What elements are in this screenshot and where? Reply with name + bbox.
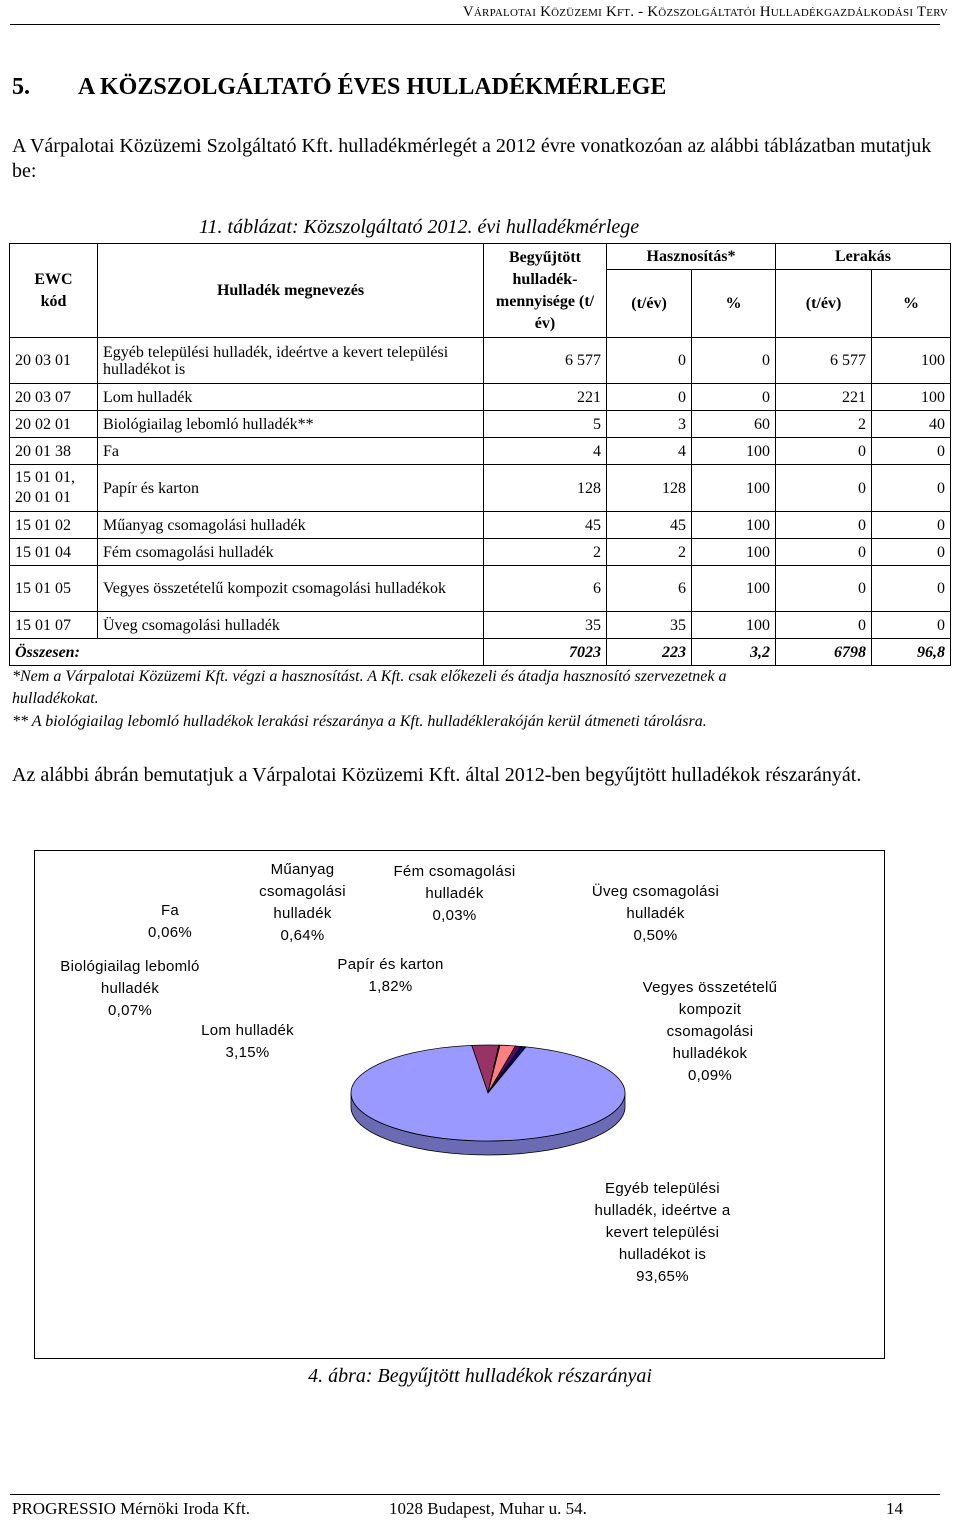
- header-rule: [10, 24, 940, 25]
- pie-label-line: 0,06%: [147, 924, 193, 941]
- row-disposal-t: 6 577: [776, 338, 872, 384]
- pie-label-line: csomagolási: [666, 1023, 754, 1040]
- row-collected: 6 577: [484, 338, 607, 384]
- row-collected: 45: [484, 512, 607, 539]
- row-name: Műanyag csomagolási hulladék: [98, 512, 484, 539]
- header-disposal: Lerakás: [776, 244, 951, 270]
- running-header: Várpalotai Közüzemi Kft. - Közszolgáltatói Hulladékgazdálkodási Terv: [462, 4, 948, 20]
- row-recovery-pct: 100: [692, 566, 776, 612]
- total-collected: 7023: [484, 639, 607, 666]
- header-disposal-pct: %: [872, 270, 951, 338]
- row-recovery-t: 0: [607, 338, 692, 384]
- header-name: Hulladék megnevezés: [98, 244, 484, 338]
- table-row: [10, 338, 951, 384]
- table-row: [10, 438, 951, 465]
- row-recovery-pct: 100: [692, 512, 776, 539]
- pie-label-line: 0,50%: [633, 927, 678, 944]
- row-code: 15 01 05: [10, 566, 98, 612]
- row-recovery-pct: 100: [692, 539, 776, 566]
- pie-label-vegyes: [620, 977, 800, 1087]
- pie-label-line: csomagolási: [259, 883, 346, 900]
- header-disposal-unit: (t/év): [776, 270, 872, 338]
- row-recovery-pct: 100: [692, 612, 776, 639]
- section-title-text: A KÖZSZOLGÁLTATÓ ÉVES HULLADÉKMÉRLEGE: [78, 74, 667, 100]
- row-disposal-t: 0: [776, 512, 872, 539]
- pie-label-bio: [40, 956, 220, 1022]
- figure-caption: 4. ábra: Begyűjtött hulladékok részarányai: [308, 1365, 652, 1387]
- row-disposal-t: 0: [776, 566, 872, 612]
- row-name: Egyéb települési hulladék, ideértve a kevert települési hulladékot is: [98, 338, 484, 384]
- table-row: [10, 566, 951, 612]
- row-code: 20 02 01: [10, 411, 98, 438]
- table-row: [10, 465, 951, 512]
- row-code: 15 01 02: [10, 512, 98, 539]
- pie-label-line: 93,65%: [636, 1268, 689, 1285]
- row-disposal-t: 221: [776, 384, 872, 411]
- pie-label-line: kevert települési: [605, 1224, 720, 1241]
- pie-label-line: hulladék: [273, 905, 332, 922]
- footnote-recovery-cont: hulladékokat.: [12, 690, 99, 707]
- row-collected: 128: [484, 465, 607, 512]
- footer-address: 1028 Budapest, Muhar u. 54.: [389, 1499, 587, 1518]
- row-recovery-pct: 0: [692, 384, 776, 411]
- total-recovery-t: 223: [607, 639, 692, 666]
- row-collected: 5: [484, 411, 607, 438]
- total-label: Összesen:: [10, 639, 484, 666]
- total-recovery-pct: 3,2: [692, 639, 776, 666]
- pie-label-line: 0,07%: [107, 1002, 153, 1019]
- pie-label-line: Fém csomagolási: [393, 863, 516, 880]
- table-row: [10, 512, 951, 539]
- table-row: [10, 411, 951, 438]
- pie-label-line: Egyéb települési: [605, 1180, 720, 1197]
- row-recovery-t: 2: [607, 539, 692, 566]
- row-disposal-pct: 100: [872, 384, 951, 411]
- footnote-recovery: *Nem a Várpalotai Közüzemi Kft. végzi a hasznosítást. A Kft. csak előkezeli és átadja hasznosító szervezetnek a: [12, 668, 727, 685]
- row-recovery-t: 128: [607, 465, 692, 512]
- table-row: [10, 539, 951, 566]
- row-disposal-t: 0: [776, 612, 872, 639]
- pie-label-line: Műanyag: [270, 861, 335, 878]
- pie-label-line: Vegyes összetételű: [642, 979, 778, 996]
- pie-label-line: hulladékot is: [618, 1246, 707, 1263]
- row-collected: 6: [484, 566, 607, 612]
- pie-label-lom: [180, 1020, 315, 1064]
- pie-label-line: 0,03%: [432, 907, 477, 924]
- pie-label-line: hulladék, ideértve a: [594, 1202, 731, 1219]
- footer-company: PROGRESSIO Mérnöki Iroda Kft.: [12, 1499, 250, 1518]
- row-code: 15 01 04: [10, 539, 98, 566]
- table-row: [10, 612, 951, 639]
- row-recovery-t: 3: [607, 411, 692, 438]
- total-disposal-pct: 96,8: [872, 639, 951, 666]
- row-disposal-pct: 100: [872, 338, 951, 384]
- pie-label-line: Biológiailag lebomló: [60, 958, 200, 975]
- row-disposal-pct: 0: [872, 438, 951, 465]
- header-recovery: Hasznosítás*: [607, 244, 776, 270]
- row-name: Biológiailag lebomló hulladék**: [98, 411, 484, 438]
- row-code: 15 01 07: [10, 612, 98, 639]
- row-disposal-pct: 0: [872, 512, 951, 539]
- row-recovery-t: 45: [607, 512, 692, 539]
- row-collected: 35: [484, 612, 607, 639]
- footer-rule: [10, 1494, 940, 1495]
- pie-label-line: 0,09%: [687, 1067, 733, 1084]
- pie-label-line: hulladékok: [672, 1045, 748, 1062]
- intro-paragraph: A Várpalotai Közüzemi Szolgáltató Kft. hulladékmérlegét a 2012 évre vonatkozóan az alábbi táblázatban mutatjuk be:: [12, 135, 932, 182]
- row-name: Fém csomagolási hulladék: [98, 539, 484, 566]
- header-ewc: EWC kód: [10, 244, 98, 338]
- pie-label-line: 1,82%: [368, 978, 413, 995]
- row-recovery-t: 0: [607, 384, 692, 411]
- row-name: Papír és karton: [98, 465, 484, 512]
- row-code: 20 03 07: [10, 384, 98, 411]
- chart-intro-paragraph: Az alábbi ábrán bemutatjuk a Várpalotai Közüzemi Kft. által 2012-ben begyűjtött hulladékok részarányát.: [12, 764, 862, 786]
- row-disposal-pct: 40: [872, 411, 951, 438]
- pie-label-fem: [372, 861, 537, 927]
- row-disposal-t: 0: [776, 539, 872, 566]
- waste-balance-table: [9, 243, 951, 666]
- table-caption: 11. táblázat: Közszolgáltató 2012. évi hulladékmérlege: [199, 216, 640, 238]
- row-disposal-t: 2: [776, 411, 872, 438]
- row-collected: 2: [484, 539, 607, 566]
- total-disposal-t: 6798: [776, 639, 872, 666]
- row-recovery-t: 6: [607, 566, 692, 612]
- row-disposal-t: 0: [776, 465, 872, 512]
- pie-label-line: 3,15%: [225, 1044, 270, 1061]
- pie-label-fa: [130, 900, 210, 944]
- pie-label-line: hulladék: [626, 905, 685, 922]
- row-code: 20 03 01: [10, 338, 98, 384]
- footnote-biodegradable: ** A biológiailag lebomló hulladékok lerakási részaránya a Kft. hulladéklerakóján kerül átmeneti tárolásra.: [12, 713, 707, 730]
- section-number: 5.: [12, 74, 30, 100]
- row-recovery-pct: 0: [692, 338, 776, 384]
- row-recovery-t: 4: [607, 438, 692, 465]
- row-code: 15 01 01, 20 01 01: [10, 465, 98, 512]
- header-recovery-unit: (t/év): [607, 270, 692, 338]
- pie-label-line: Üveg csomagolási: [591, 883, 720, 900]
- pie-label-uveg: [568, 881, 743, 947]
- row-name: Vegyes összetételű kompozit csomagolási hulladékok: [98, 566, 484, 612]
- pie-label-egyeb: [560, 1178, 765, 1288]
- pie-label-papir: [318, 954, 463, 998]
- pie-label-line: 0,64%: [280, 927, 325, 944]
- table-row: [10, 384, 951, 411]
- row-recovery-pct: 100: [692, 465, 776, 512]
- row-disposal-pct: 0: [872, 465, 951, 512]
- row-disposal-pct: 0: [872, 539, 951, 566]
- pie-label-line: Lom hulladék: [201, 1022, 294, 1039]
- header-recovery-pct: %: [692, 270, 776, 338]
- pie-label-line: kompozit: [678, 1001, 742, 1018]
- row-disposal-pct: 0: [872, 566, 951, 612]
- row-name: Lom hulladék: [98, 384, 484, 411]
- pie-label-line: hulladék: [100, 980, 160, 997]
- pie-label-line: hulladék: [425, 885, 484, 902]
- row-name: Üveg csomagolási hulladék: [98, 612, 484, 639]
- footer-page-number: 14: [886, 1499, 903, 1518]
- pie-label-line: Fa: [160, 902, 180, 919]
- row-collected: 221: [484, 384, 607, 411]
- section-title: [12, 74, 666, 101]
- row-recovery-pct: 100: [692, 438, 776, 465]
- row-name: Fa: [98, 438, 484, 465]
- row-collected: 4: [484, 438, 607, 465]
- row-recovery-pct: 60: [692, 411, 776, 438]
- row-disposal-pct: 0: [872, 612, 951, 639]
- row-disposal-t: 0: [776, 438, 872, 465]
- table-total-row: [10, 639, 951, 666]
- pie-label-muanyag: [235, 859, 370, 947]
- header-collected: Begyűjtött hulladék-mennyisége (t/év): [484, 244, 607, 338]
- pie-label-line: Papír és karton: [337, 956, 444, 973]
- row-recovery-t: 35: [607, 612, 692, 639]
- row-code: 20 01 38: [10, 438, 98, 465]
